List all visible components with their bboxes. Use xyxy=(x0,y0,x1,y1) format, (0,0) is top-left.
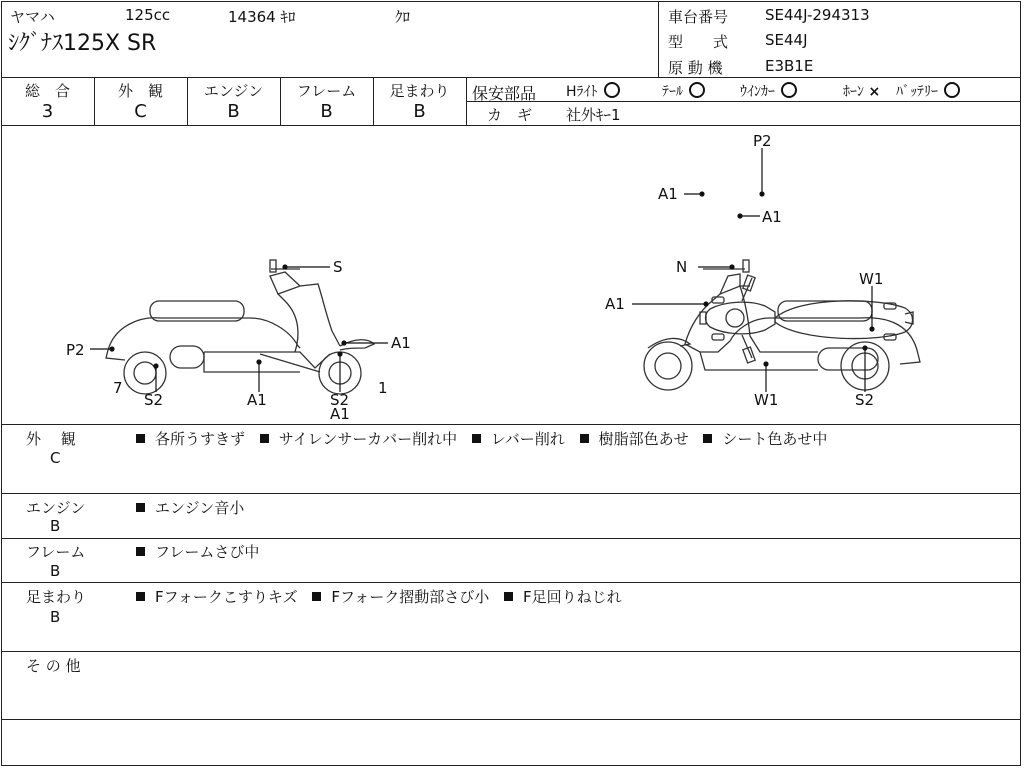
scooter-diagram xyxy=(0,126,1022,424)
safety-headlight: Hﾗｲﾄ xyxy=(566,81,620,101)
ok-circle-icon xyxy=(604,82,620,98)
type-label: 型 式 xyxy=(668,33,729,51)
label-left-p2: P2 xyxy=(66,341,85,359)
bullet-square-icon xyxy=(136,547,145,556)
remark-exterior-grade: C xyxy=(50,449,61,467)
safety-winker: ｳｲﾝｶｰ xyxy=(740,81,797,101)
engine-value: E3B1E xyxy=(765,57,814,75)
displacement: 125cc xyxy=(125,6,171,24)
bullet-square-icon xyxy=(472,434,481,443)
grade-frame-label: フレーム xyxy=(296,82,357,100)
remark-engine-grade: B xyxy=(50,517,61,535)
maker: ヤマハ xyxy=(10,8,55,26)
header-divider xyxy=(658,1,659,77)
remark-exterior-items: 各所うすきず サイレンサーカバー削れ中 レバー削れ 樹脂部色あせ シート色あせ中 xyxy=(136,428,837,449)
remark-divider xyxy=(1,719,1021,720)
safety-battery: ﾊﾞｯﾃﾘｰ xyxy=(896,81,960,101)
remark-suspension-items: Fフォークこすりキズ Fフォーク摺動部さび小 F足回りねじれ xyxy=(136,586,632,607)
ng-cross-icon: × xyxy=(868,84,881,100)
grade-exterior-value: C xyxy=(134,101,147,122)
chassis-label: 車台番号 xyxy=(668,8,729,26)
grade-row-top xyxy=(1,77,1021,78)
label-left-s: S xyxy=(333,258,343,276)
bullet-square-icon xyxy=(580,434,589,443)
grade-engine-label: エンジン xyxy=(203,82,264,100)
color: ｸﾛ xyxy=(395,8,411,26)
ok-circle-icon xyxy=(689,82,705,98)
ok-circle-icon xyxy=(781,82,797,98)
grade-total-label: 総 合 xyxy=(24,82,70,100)
remark-divider xyxy=(1,582,1021,583)
grade-frame-value: B xyxy=(320,101,333,122)
key-value: 社外ｷｰ1 xyxy=(566,106,621,124)
bullet-square-icon xyxy=(504,592,513,601)
grade-suspension-label: 足まわり xyxy=(389,82,450,100)
label-right-n: N xyxy=(676,258,688,276)
remark-engine-category: エンジン xyxy=(26,499,86,517)
safety-title: 保安部品 xyxy=(472,84,537,103)
remark-other-category: そ の 他 xyxy=(26,657,81,675)
label-right-s2: S2 xyxy=(855,391,875,409)
label-left-7: 7 xyxy=(113,379,123,397)
bullet-square-icon xyxy=(260,434,269,443)
label-top-a1-left: A1 xyxy=(658,185,678,203)
safety-divider xyxy=(467,101,1021,102)
remark-frame-category: フレーム xyxy=(26,543,86,561)
label-top-p2: P2 xyxy=(753,132,772,150)
label-left-s2-rear: S2 xyxy=(144,391,164,409)
type-value: SE44J xyxy=(765,31,808,49)
label-left-a1-front-bottom: A1 xyxy=(330,405,350,423)
label-right-a1: A1 xyxy=(605,295,625,313)
remark-divider xyxy=(1,493,1021,494)
remark-frame-items: フレームさび中 xyxy=(136,541,269,562)
remark-suspension-grade: B xyxy=(50,608,61,626)
safety-tail: ﾃｰﾙ xyxy=(662,81,705,101)
grade-col-divider xyxy=(466,77,467,125)
label-left-a1-front: A1 xyxy=(391,334,411,352)
ok-circle-icon xyxy=(944,82,960,98)
remark-engine-items: エンジン音小 xyxy=(136,497,254,518)
remark-divider xyxy=(1,651,1021,652)
remark-suspension-category: 足まわり xyxy=(26,588,87,606)
remark-divider xyxy=(1,538,1021,539)
label-left-s2-front: S2 xyxy=(330,391,350,409)
engine-label: 原 動 機 xyxy=(668,59,723,77)
key-label: カ ギ xyxy=(487,106,533,124)
remark-frame-grade: B xyxy=(50,562,61,580)
grade-exterior-label: 外 観 xyxy=(117,82,163,100)
bullet-square-icon xyxy=(136,592,145,601)
diagram-bottom-line xyxy=(1,424,1021,425)
remark-exterior-category: 外 観 xyxy=(26,430,76,448)
label-left-1: 1 xyxy=(378,379,388,397)
grade-total-value: 3 xyxy=(41,101,54,122)
bullet-square-icon xyxy=(312,592,321,601)
bullet-square-icon xyxy=(136,434,145,443)
chassis-value: SE44J-294313 xyxy=(765,6,870,24)
label-right-w1-bottom: W1 xyxy=(754,391,779,409)
bullet-square-icon xyxy=(703,434,712,443)
grade-engine-value: B xyxy=(227,101,240,122)
safety-horn: ﾎｰﾝ × xyxy=(843,84,881,100)
grade-suspension-value: B xyxy=(413,101,426,122)
label-left-a1-body: A1 xyxy=(247,391,267,409)
scooter-left-view xyxy=(106,260,374,394)
mileage: 14364 ｷﾛ xyxy=(228,8,296,26)
bullet-square-icon xyxy=(136,503,145,512)
label-right-w1-top: W1 xyxy=(859,270,884,288)
model-name: ｼｸﾞﾅｽ125X SR xyxy=(8,31,157,56)
label-top-a1-right: A1 xyxy=(762,208,782,226)
